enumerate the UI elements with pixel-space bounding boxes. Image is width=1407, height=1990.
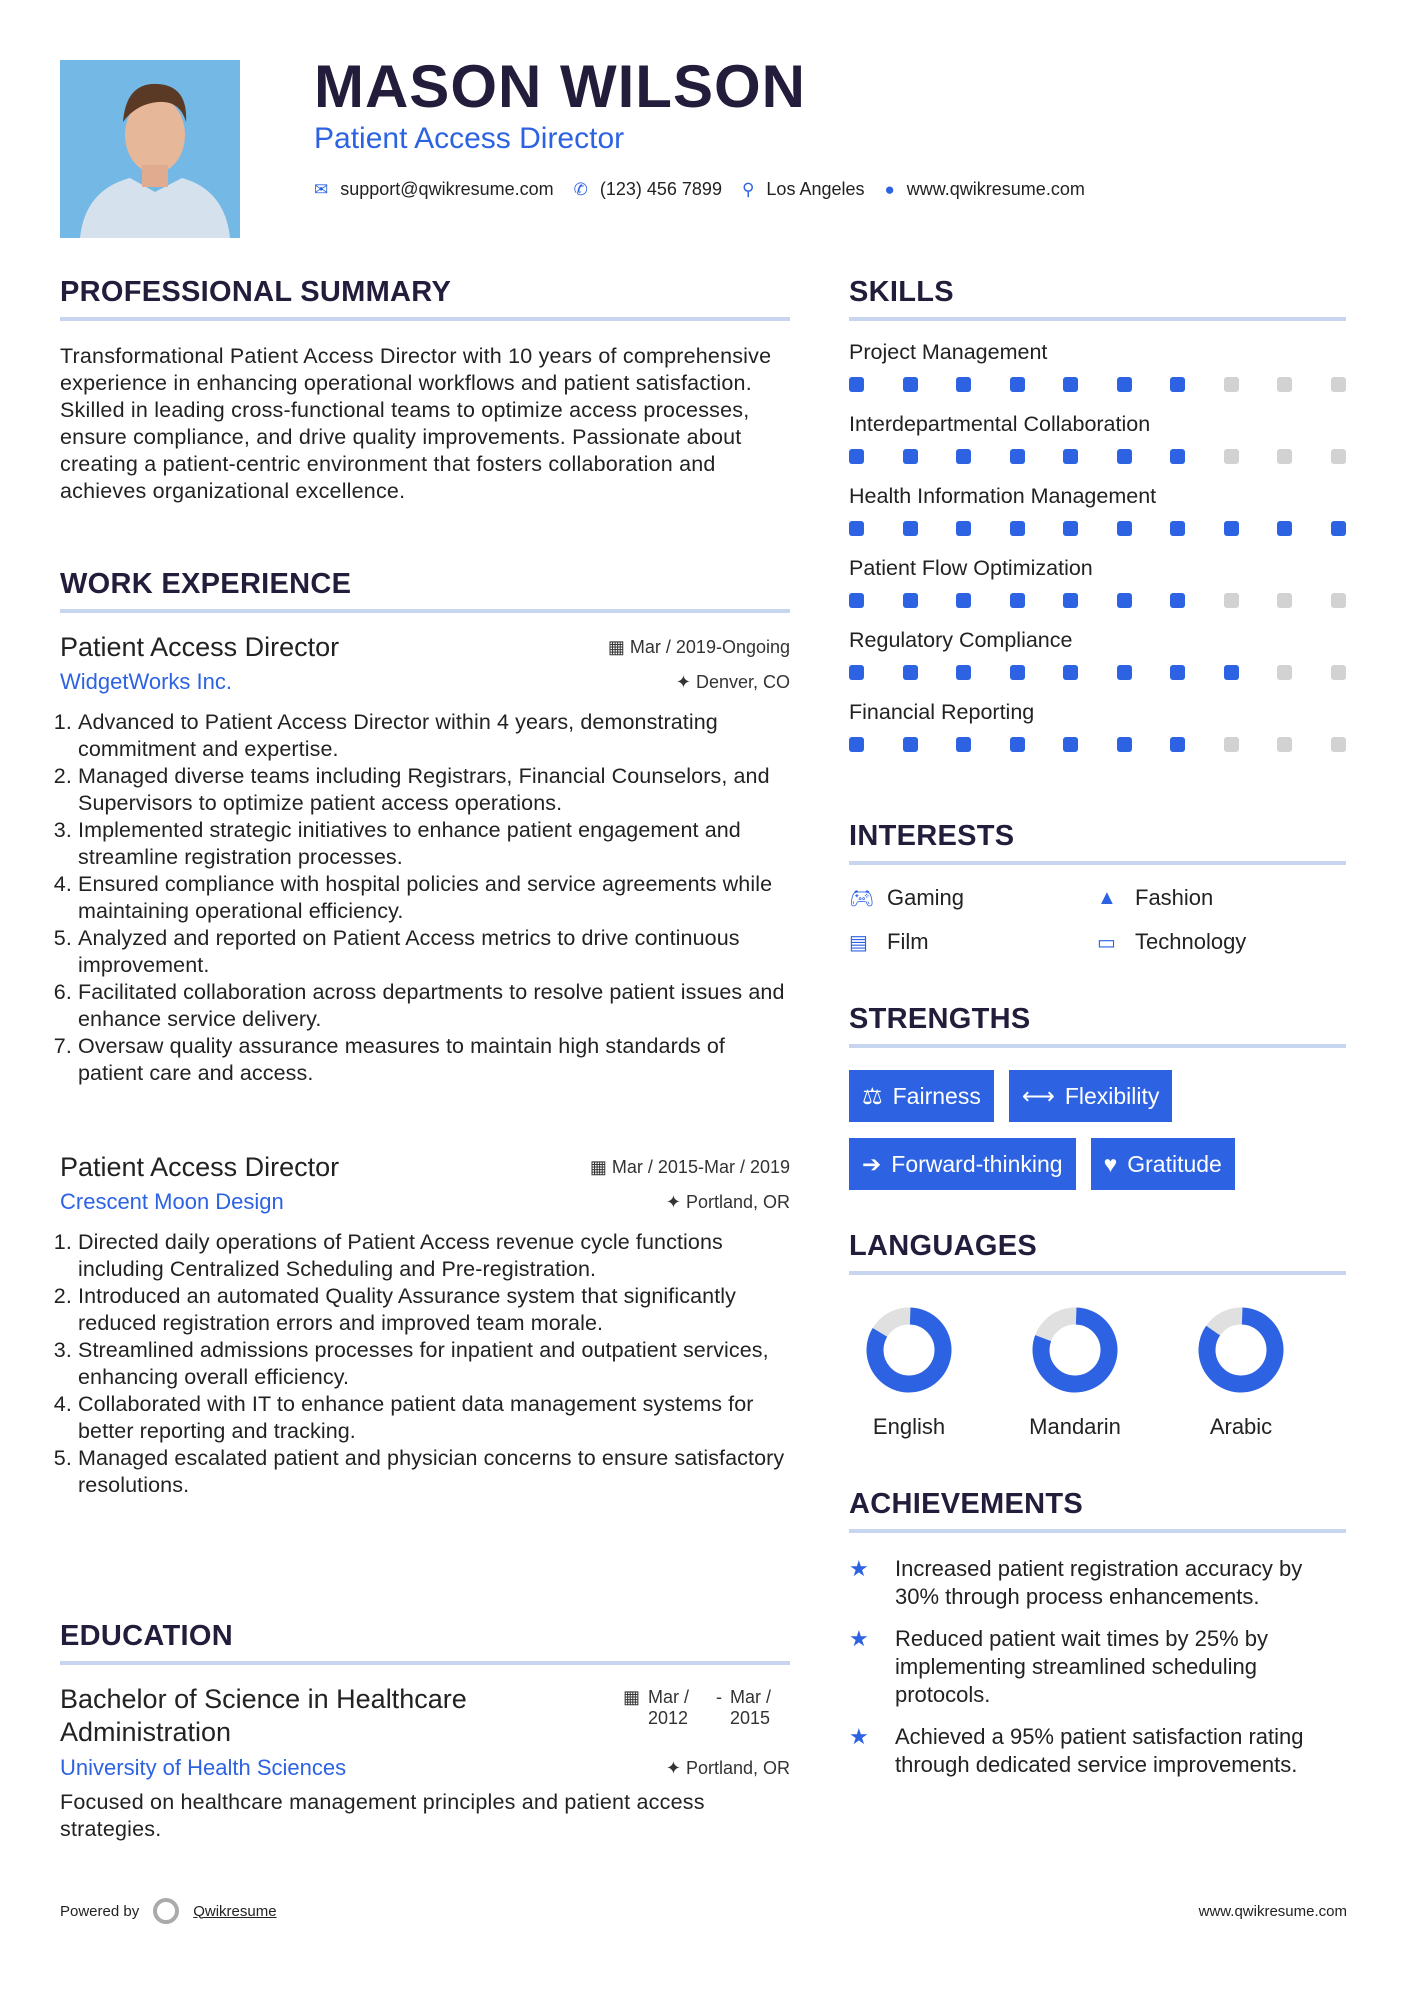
skill-name: Regulatory Compliance	[849, 628, 1073, 652]
pin-icon: ✦	[665, 1191, 686, 1212]
language-donut	[1005, 1305, 1145, 1405]
skill-name: Project Management	[849, 340, 1048, 364]
section-heading: ACHIEVEMENTS	[849, 1488, 1346, 1533]
strengths-section	[849, 1003, 1346, 1190]
pin-icon: ✦	[675, 671, 696, 692]
skill-dot	[1277, 377, 1292, 392]
phone-icon: ✆	[573, 179, 588, 199]
interest-item	[1097, 885, 1345, 911]
skill-name: Health Information Management	[849, 484, 1157, 508]
skill-dot	[1117, 593, 1132, 608]
language-label: Arabic	[1209, 1414, 1273, 1439]
job-location: Denver, CO	[695, 671, 790, 692]
skill-dot	[849, 377, 864, 392]
edu-start: Mar / 2012	[648, 1687, 690, 1728]
globe-icon: ●	[884, 179, 895, 199]
skill-dot	[1010, 521, 1025, 536]
film-icon: ▤	[849, 931, 868, 954]
balance-scale-icon: ⚖	[862, 1082, 883, 1109]
skill-item	[849, 484, 1346, 536]
map-marker-icon: ⚲	[741, 179, 755, 199]
edu-location: Portland, OR	[685, 1757, 790, 1778]
skill-dot	[903, 521, 918, 536]
heart-icon: ♥	[1103, 1150, 1118, 1177]
gamepad-icon: 🎮︎	[849, 887, 875, 910]
skill-name: Interdepartmental Collaboration	[849, 412, 1151, 436]
profile-photo	[60, 60, 240, 238]
skill-name: Financial Reporting	[849, 700, 1035, 724]
section-heading: STRENGTHS	[849, 1003, 1346, 1048]
skill-dot	[956, 449, 971, 464]
qwikresume-logo-icon	[153, 1898, 179, 1924]
skill-rating	[849, 593, 1346, 608]
section-heading: WORK EXPERIENCE	[60, 568, 790, 613]
skill-dot	[1170, 737, 1185, 752]
skill-dot	[1010, 737, 1025, 752]
skill-dot	[1010, 593, 1025, 608]
skill-dot	[903, 377, 918, 392]
language-label: Mandarin	[1029, 1414, 1121, 1439]
achievement-text: Achieved a 95% patient satisfaction rating through dedicated service improvements.	[895, 1724, 1304, 1777]
skill-dot	[1063, 521, 1078, 536]
skill-dot	[1170, 593, 1185, 608]
achievement-item	[849, 1625, 1346, 1709]
skill-dot	[1224, 521, 1239, 536]
star-icon: ★	[849, 1724, 869, 1749]
job-entry	[60, 632, 790, 1087]
footer-powered	[60, 1898, 277, 1924]
skill-dot	[849, 593, 864, 608]
phone-text: (123) 456 7899	[599, 179, 722, 199]
skill-dot	[1224, 737, 1239, 752]
duty-item: 4. Collaborated with IT to enhance patient data management systems for better reporting and tracking.	[78, 1391, 790, 1445]
skill-dot	[849, 449, 864, 464]
skill-dot	[956, 593, 971, 608]
skill-dot	[903, 593, 918, 608]
skills-section	[849, 276, 1346, 772]
job-entry	[60, 1152, 790, 1499]
achievements-section	[849, 1488, 1346, 1779]
skill-dot	[1063, 449, 1078, 464]
duty-item: 4. Ensured compliance with hospital policies and service agreements while maintaining operational efficiency.	[78, 871, 790, 925]
strength-label: Forward-thinking	[891, 1150, 1063, 1177]
section-heading: INTERESTS	[849, 820, 1346, 865]
duty-item: 5. Analyzed and reported on Patient Access metrics to drive continuous improvement.	[78, 925, 790, 979]
shopping-bag-icon: ▲	[1097, 886, 1117, 909]
skill-dot	[1063, 737, 1078, 752]
calendar-icon: ▦	[622, 1687, 640, 1707]
candidate-title: Patient Access Director	[314, 122, 625, 155]
section-heading: PROFESSIONAL SUMMARY	[60, 276, 790, 321]
language-item	[839, 1305, 979, 1440]
language-label: English	[872, 1414, 946, 1439]
website-link[interactable]: www.qwikresume.com	[906, 179, 1085, 199]
skill-dot	[1277, 593, 1292, 608]
location-text: Los Angeles	[766, 179, 865, 199]
skill-dot	[1117, 737, 1132, 752]
interest-item	[849, 885, 1097, 911]
skill-item	[849, 556, 1346, 608]
company-name: WidgetWorks Inc.	[60, 669, 232, 694]
duty-item: 3. Streamlined admissions processes for inpatient and outpatient services, enhancing overall efficiency.	[78, 1337, 790, 1391]
skill-dot	[1170, 377, 1185, 392]
skill-dot	[1277, 449, 1292, 464]
skill-dot	[1331, 737, 1346, 752]
education-description: Focused on healthcare management principles and patient access strategies.	[60, 1790, 705, 1841]
duty-item: 1. Directed daily operations of Patient Access revenue cycle functions including Centralized Scheduling and Pre-registration.	[78, 1229, 790, 1283]
skill-dot	[1117, 449, 1132, 464]
skill-dot	[849, 665, 864, 680]
duty-item: 7. Oversaw quality assurance measures to maintain high standards of patient care and access.	[78, 1033, 790, 1087]
calendar-icon: ▦	[607, 637, 630, 657]
laptop-icon: ▭	[1097, 931, 1116, 954]
skill-dot	[956, 521, 971, 536]
company-name: Crescent Moon Design	[60, 1189, 284, 1214]
duty-item: 2. Introduced an automated Quality Assurance system that significantly reduced registration errors and improved team morale.	[78, 1283, 790, 1337]
strength-label: Flexibility	[1064, 1082, 1160, 1109]
skill-dot	[956, 665, 971, 680]
skill-dot	[1117, 521, 1132, 536]
languages-section	[849, 1230, 1346, 1440]
skill-dot	[1224, 449, 1239, 464]
skill-rating	[849, 737, 1346, 752]
skill-dot	[1331, 665, 1346, 680]
duty-item: 1. Advanced to Patient Access Director within 4 years, demonstrating commitment and expertise.	[78, 709, 790, 763]
skill-dot	[1277, 665, 1292, 680]
skill-dot	[903, 737, 918, 752]
arrows-h-icon: ⟷	[1021, 1082, 1055, 1109]
achievement-text: Reduced patient wait times by 25% by implementing streamlined scheduling protocols.	[895, 1626, 1268, 1707]
calendar-icon: ▦	[589, 1157, 612, 1177]
skill-dot	[1331, 521, 1346, 536]
job-date: Mar / 2015-Mar / 2019	[611, 1157, 790, 1177]
skill-dot	[1010, 449, 1025, 464]
skill-dot	[1170, 665, 1185, 680]
education-section: EDUCATION Bachelor of Science in Healthcare Administration ▦ Mar / 2012 - Mar / 2015 University of Health Sciences ✦ Portland, OR Focused on healthcare management principles and patient access strategies.	[60, 1620, 790, 1841]
skill-item	[849, 340, 1346, 392]
achievement-text: Increased patient registration accuracy by 30% through process enhancements.	[895, 1556, 1303, 1609]
skill-dot	[1010, 665, 1025, 680]
job-title: Patient Access Director	[60, 1152, 340, 1182]
arrow-right-icon: ➔	[862, 1150, 882, 1177]
skill-dot	[1331, 449, 1346, 464]
skill-dot	[1063, 593, 1078, 608]
duty-item: 6. Facilitated collaboration across departments to resolve patient issues and enhance service delivery.	[78, 979, 790, 1033]
job-duties	[60, 709, 790, 1087]
duty-item: 3. Implemented strategic initiatives to enhance patient engagement and streamline registration processes.	[78, 817, 790, 871]
summary-text: Transformational Patient Access Director with 10 years of comprehensive experience in enhancing operational workflows and patient satisfaction. Skilled in leading cross-functional teams to optimize access processes, ensure compliance, and drive quality improvements. Passionate about creating a patient-centric environment that fosters collaboration and achieves organizational excellence.	[60, 344, 772, 503]
skill-rating	[849, 377, 1346, 392]
skill-dot	[1170, 449, 1185, 464]
strength-badge	[849, 1070, 994, 1122]
job-location: Portland, OR	[685, 1191, 790, 1212]
section-heading: LANGUAGES	[849, 1230, 1346, 1275]
job-duties	[60, 1229, 790, 1499]
skill-rating	[849, 449, 1346, 464]
powered-label: Powered by	[60, 1902, 140, 1920]
interest-label: Film	[887, 929, 929, 954]
interests-section	[849, 820, 1346, 955]
interest-item	[1097, 929, 1345, 955]
interest-label: Gaming	[887, 885, 965, 910]
skill-dot	[1224, 377, 1239, 392]
skill-name: Patient Flow Optimization	[849, 556, 1093, 580]
section-heading: SKILLS	[849, 276, 1346, 321]
email-link[interactable]: support@qwikresume.com	[340, 179, 554, 199]
strength-label: Fairness	[892, 1082, 981, 1109]
skill-dot	[956, 737, 971, 752]
skill-dot	[956, 377, 971, 392]
summary-section	[60, 276, 790, 505]
job-date: Mar / 2019-Ongoing	[629, 637, 790, 657]
candidate-name: MASON WILSON	[314, 53, 806, 120]
language-item	[1171, 1305, 1311, 1440]
skill-dot	[1277, 737, 1292, 752]
skill-dot	[849, 737, 864, 752]
star-icon: ★	[849, 1556, 869, 1581]
duty-item: 2. Managed diverse teams including Registrars, Financial Counselors, and Supervisors to optimize patient access operations.	[78, 763, 790, 817]
strength-label: Gratitude	[1127, 1150, 1222, 1177]
duty-item: 5. Managed escalated patient and physician concerns to ensure satisfactory resolutions.	[78, 1445, 790, 1499]
skill-dot	[849, 521, 864, 536]
skill-rating	[849, 665, 1346, 680]
skill-dot	[1117, 665, 1132, 680]
school-name: University of Health Sciences	[60, 1755, 347, 1780]
envelope-icon: ✉	[314, 179, 329, 199]
skill-dot	[1063, 377, 1078, 392]
language-item	[1005, 1305, 1145, 1440]
strength-badge	[1091, 1138, 1235, 1190]
skill-dot	[903, 449, 918, 464]
language-donut	[1171, 1305, 1311, 1405]
section-heading: EDUCATION	[60, 1620, 790, 1665]
footer-url[interactable]: www.qwikresume.com	[1198, 1903, 1347, 1920]
interest-item	[849, 929, 1097, 955]
strength-badge	[849, 1138, 1076, 1190]
work-section	[60, 568, 790, 613]
strength-badge	[1009, 1070, 1173, 1122]
brand-link[interactable]: Qwikresume	[193, 1902, 277, 1920]
interest-label: Technology	[1135, 929, 1247, 954]
degree-title: Bachelor of Science in Healthcare Administration	[60, 1684, 467, 1747]
skill-dot	[1331, 377, 1346, 392]
contact-bar	[314, 179, 1093, 200]
skill-dot	[1063, 665, 1078, 680]
skill-dot	[1331, 593, 1346, 608]
pin-icon: ✦	[665, 1757, 686, 1778]
skill-item	[849, 412, 1346, 464]
achievement-item	[849, 1555, 1346, 1611]
skill-dot	[1277, 521, 1292, 536]
achievement-item	[849, 1723, 1346, 1779]
interest-label: Fashion	[1135, 885, 1214, 910]
edu-end: Mar / 2015	[730, 1687, 772, 1728]
skill-dot	[1224, 665, 1239, 680]
star-icon: ★	[849, 1626, 869, 1651]
skill-dot	[1170, 521, 1185, 536]
skill-dot	[1010, 377, 1025, 392]
skill-dot	[1224, 593, 1239, 608]
job-title: Patient Access Director	[60, 632, 340, 662]
skill-item	[849, 628, 1346, 680]
skill-rating	[849, 521, 1346, 536]
skill-item	[849, 700, 1346, 752]
skill-dot	[1117, 377, 1132, 392]
language-donut	[839, 1305, 979, 1405]
skill-dot	[903, 665, 918, 680]
